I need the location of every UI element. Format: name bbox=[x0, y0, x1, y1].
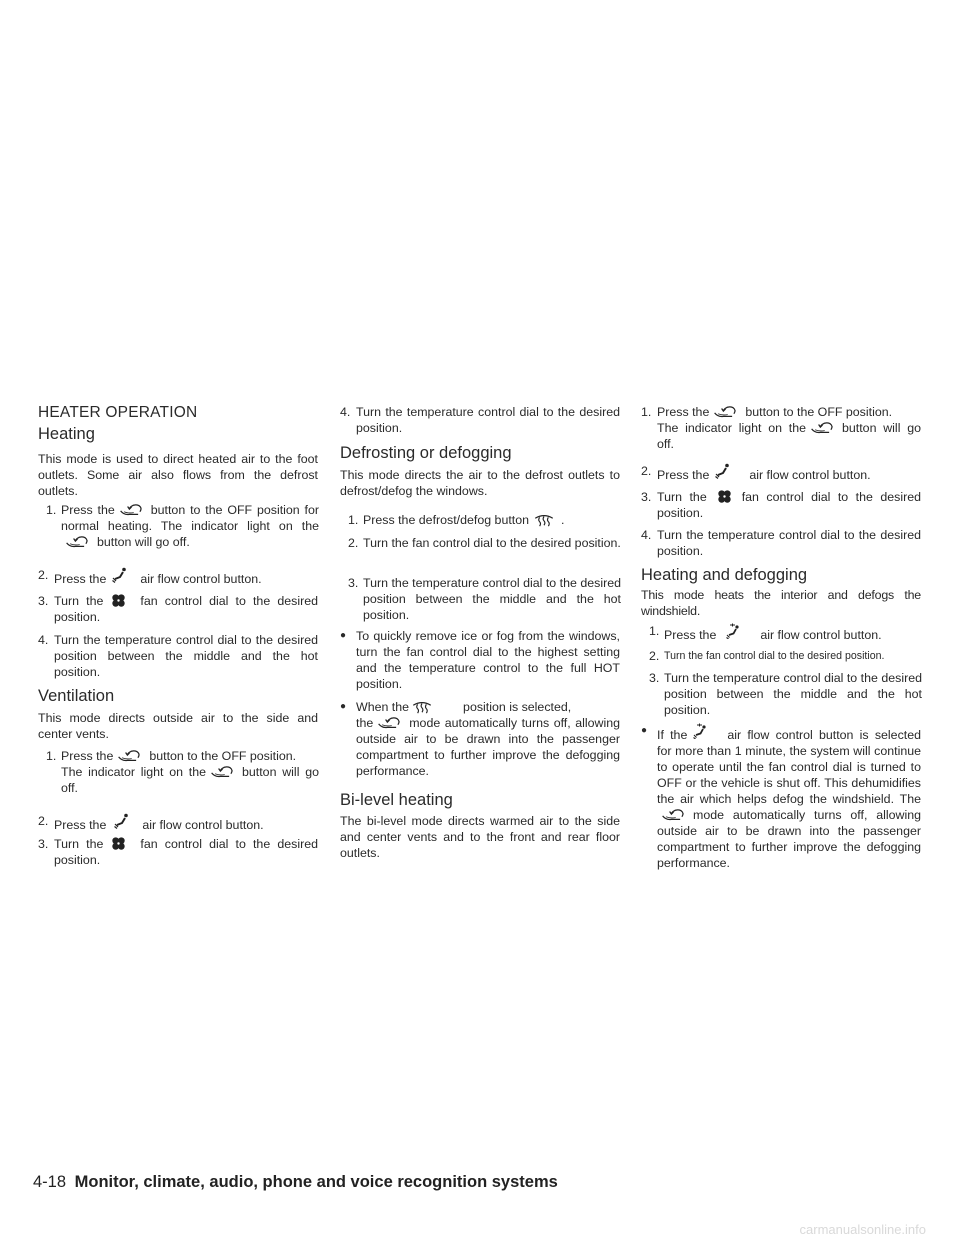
step-text: Turn the bbox=[54, 837, 104, 851]
ventilation-intro: This mode directs outside air to the side and center vents. bbox=[38, 711, 318, 741]
step-number: 3. bbox=[348, 576, 359, 590]
step-text: button will go off. bbox=[657, 421, 921, 451]
step-text: Turn the bbox=[657, 490, 707, 504]
step-text: The indicator light on the bbox=[657, 421, 807, 435]
heading-heating-defogging: Heating and defogging bbox=[641, 566, 808, 584]
step-text: button to the OFF position. bbox=[745, 405, 893, 419]
vent-airflow-icon bbox=[114, 813, 130, 829]
step-number: 1. bbox=[46, 503, 57, 517]
bullet-text: To quickly remove ice or fog from the windows, turn the fan control dial to the highest setting and the temperature control to the full HOT position. bbox=[356, 629, 620, 691]
defrost-floor-icon bbox=[693, 723, 709, 739]
step-text: Press the bbox=[61, 749, 114, 763]
step-text: Press the bbox=[664, 628, 717, 642]
step-text: Turn the fan control dial to the desired position. bbox=[363, 536, 621, 550]
step-number: 2. bbox=[649, 649, 660, 663]
recirculation-icon bbox=[208, 765, 238, 779]
heading-defrosting: Defrosting or defogging bbox=[340, 444, 512, 462]
step-text: . bbox=[561, 513, 565, 527]
step-number: 2. bbox=[38, 814, 49, 828]
defrost-floor-icon bbox=[726, 623, 742, 639]
recirculation-icon bbox=[375, 716, 405, 730]
recirculation-icon bbox=[117, 503, 147, 517]
page-number: 4-18 bbox=[33, 1173, 67, 1191]
step-text: Turn the temperature control dial to the desired position. bbox=[356, 405, 620, 435]
bullet-text: position is selected, bbox=[463, 700, 572, 714]
step-text: air flow control button. bbox=[749, 468, 871, 482]
recirculation-icon bbox=[63, 535, 93, 549]
recirculation-icon bbox=[659, 808, 689, 822]
step-text: air flow control button. bbox=[760, 628, 882, 642]
step-text: Turn the bbox=[54, 594, 104, 608]
step-text: fan control dial to the desired position. bbox=[657, 490, 921, 520]
bullet-marker: ● bbox=[340, 701, 347, 712]
step-text: button to the OFF position. bbox=[149, 749, 297, 763]
defrost-icon bbox=[533, 513, 555, 527]
step-number: 4. bbox=[641, 528, 652, 542]
heading-heating: Heating bbox=[38, 425, 95, 443]
bullet-text: mode automatically turns off, allowing outside air to be drawn into the passenger compartment to further improve the defogging performance. bbox=[657, 808, 921, 870]
bilevel-airflow-icon bbox=[715, 463, 731, 479]
step-text: Turn the temperature control dial to the desired position. bbox=[657, 528, 921, 558]
recirculation-icon bbox=[808, 421, 838, 435]
bullet-text: the windshield. The bbox=[809, 792, 921, 806]
step-text: Turn the temperature control dial to the desired position between the middle and the hot position. bbox=[664, 671, 922, 717]
bullet-marker: ● bbox=[641, 725, 648, 736]
step-text: fan control dial to the desired position. bbox=[54, 837, 318, 867]
bullet-text: air flow control button is selected for more than 1 minute, the system will continue to operate until the fan control dial is turned to OFF or the vehicle is shut off. This dehumidifies the air which helps defog bbox=[657, 728, 921, 806]
step-number: 1. bbox=[649, 624, 660, 638]
defrost-icon bbox=[411, 700, 433, 714]
step-number: 3. bbox=[38, 837, 49, 851]
step-text: Press the bbox=[54, 818, 107, 832]
recirculation-icon bbox=[711, 405, 741, 419]
watermark: carmanualsonline.info bbox=[799, 1222, 926, 1237]
defrosting-intro: This mode directs the air to the defrost outlets to defrost/defog the windows. bbox=[340, 468, 620, 498]
bullet-text: the bbox=[356, 716, 374, 730]
foot-airflow-icon bbox=[112, 567, 128, 583]
heading-ventilation: Ventilation bbox=[38, 687, 115, 705]
step-text: Turn the fan control dial to the desired position. bbox=[664, 650, 885, 662]
heating-intro: This mode is used to direct heated air to the foot outlets. Some air also flows from the defrost outlets. bbox=[38, 452, 318, 498]
step-text: fan control dial to the desired position. bbox=[54, 594, 318, 624]
step-text: Press the bbox=[657, 405, 710, 419]
step-number: 3. bbox=[649, 671, 660, 685]
step-text: Press the bbox=[657, 468, 710, 482]
step-text: button to the OFF position for normal heating. The indicator light on the bbox=[61, 503, 319, 533]
fan-icon bbox=[111, 836, 126, 851]
step-text: air flow control button. bbox=[140, 572, 262, 586]
step-number: 2. bbox=[348, 536, 359, 550]
step-text: Turn the temperature control dial to the desired position between the middle and the hot position. bbox=[363, 576, 621, 622]
step-number: 4. bbox=[38, 633, 49, 647]
step-number: 3. bbox=[641, 490, 652, 504]
fan-icon bbox=[111, 593, 126, 608]
page-footer bbox=[33, 1172, 558, 1192]
step-text: Press the bbox=[61, 503, 115, 517]
step-number: 2. bbox=[641, 464, 652, 478]
step-number: 3. bbox=[38, 594, 49, 608]
chapter-title: Monitor, climate, audio, phone and voice recognition systems bbox=[74, 1173, 558, 1191]
step-text: button will go off. bbox=[97, 535, 190, 549]
heat-defog-intro: This mode heats the interior and defogs the windshield. bbox=[641, 588, 921, 618]
step-number: 1. bbox=[641, 405, 652, 419]
step-text: Press the bbox=[54, 572, 107, 586]
bullet-text: When the bbox=[356, 700, 410, 714]
step-text: button will go off. bbox=[61, 765, 319, 795]
bullet-text: mode automatically turns off, allowing outside air to be drawn into the passenger compartment to further improve the defogging performance. bbox=[356, 716, 620, 778]
heading-bilevel: Bi-level heating bbox=[340, 791, 453, 809]
section-title: HEATER OPERATION bbox=[38, 404, 198, 421]
step-text: The indicator light on the bbox=[61, 765, 207, 779]
step-text: air flow control button. bbox=[142, 818, 264, 832]
step-number: 1. bbox=[348, 513, 359, 527]
recirculation-icon bbox=[115, 749, 145, 763]
bullet-text: If the bbox=[657, 728, 688, 742]
step-number: 4. bbox=[340, 405, 351, 419]
fan-icon bbox=[717, 489, 732, 504]
step-text: Press the defrost/defog button bbox=[363, 513, 530, 527]
bullet-marker: ● bbox=[340, 630, 347, 641]
step-number: 2. bbox=[38, 568, 49, 582]
bilevel-intro: The bi-level mode directs warmed air to the side and center vents and to the front and rear floor outlets. bbox=[340, 814, 620, 860]
step-text: Turn the temperature control dial to the desired position between the middle and the hot position. bbox=[54, 633, 318, 679]
step-number: 1. bbox=[46, 749, 57, 763]
